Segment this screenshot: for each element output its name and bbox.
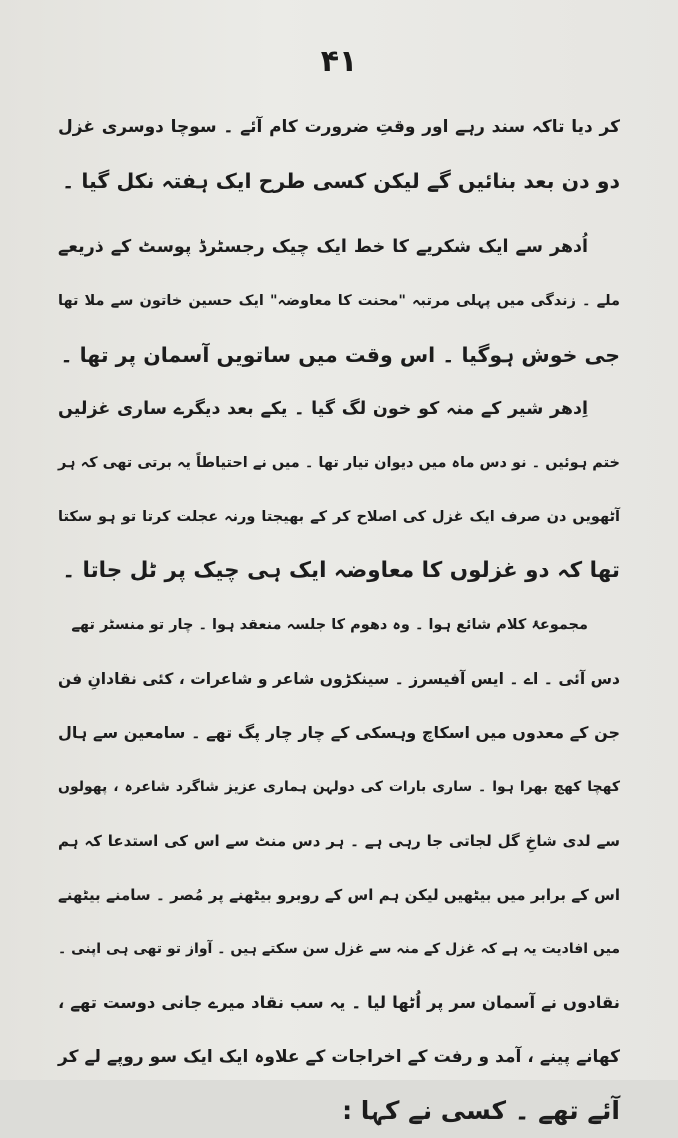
text-line: کر دیا تاکہ سند رہے اور وقتِ ضرورت کام آئے ۔ سوچا دوسری غزل <box>58 117 620 137</box>
page-number: ۴۱ <box>320 44 358 79</box>
text-line: آٹھویں دن صرف ایک غزل کی اصلاح کر کے بھیجتا ورنہ عجلت کرتا تو ہو سکتا <box>58 509 620 525</box>
text-line: مجموعۂ کلام شائع ہوا ۔ وہ دھوم کا جلسہ منعقد ہوا ۔ چار تو منسٹر تھے <box>71 617 588 633</box>
text-line: کھانے پینے ، آمد و رفت کے اخراجات کے علاوہ ایک ایک سو روپے لے کر <box>58 1047 620 1067</box>
text-line: میں افادیت یہ ہے کہ غزل کے منہ سے غزل سن سکتے ہیں ۔ آواز تو تھی ہی اپنی ۔ <box>58 941 620 957</box>
text-line: اِدھر شیر کے منہ کو خون لگ گیا ۔ یکے بعد دیگرے ساری غزلیں <box>58 399 588 419</box>
text-line: جن کے معدوں میں اسکاچ وہسکی کے چار چار پگ تھے ۔ سامعین سے ہال <box>58 723 620 742</box>
body-text <box>58 100 620 1138</box>
text-line: کھچا کھچ بھرا ہوا ۔ ساری بارات کی دولہن ہماری عزیز شاگرد شاعرہ ، پھولوں <box>58 779 620 795</box>
text-line: اُدھر سے ایک شکریے کا خط ایک چیک رجسٹرڈ پوسٹ کے ذریعے <box>58 237 588 257</box>
text-line: نقادوں نے آسمان سر پر اُٹھا لیا ۔ یہ سب نقاد میرے جانی دوست تھے ، <box>58 993 620 1012</box>
text-line: اس کے برابر میں بیٹھیں لیکن ہم اس کے روبرو بیٹھنے پر مُصر ۔ سامنے بیٹھنے <box>58 886 620 904</box>
text-line: تھا کہ دو غزلوں کا معاوضہ ایک ہی چیک پر ٹل جاتا ۔ <box>62 558 620 583</box>
text-line: ملے ۔ زندگی میں پہلی مرتبہ "محنت کا معاوضہ" ایک حسین خاتون سے ملا تھا <box>58 293 620 309</box>
text-line: دو دن بعد بنائیں گے لیکن کسی طرح ایک ہفتہ نکل گیا ۔ <box>62 169 620 193</box>
text-line: ختم ہوئیں ۔ نو دس ماہ میں دیوان تیار تھا ۔ میں نے احتیاطاً یہ برتی تھی کہ ہر <box>58 455 620 471</box>
text-line: دس آئی ۔ اے ۔ ایس آفیسرز ۔ سینکڑوں شاعر و شاعرات ، کئی نقادانِ فن <box>58 670 620 688</box>
text-line: سے لدی شاخِ گل لجاتی جا رہی ہے ۔ ہر دس منٹ سے اس کی استدعا کہ ہم <box>58 832 620 850</box>
text-line: آئے تھے ۔ کسی نے کہا : <box>342 1096 620 1125</box>
text-line: جی خوش ہوگیا ۔ اس وقت میں ساتویں آسمان پر تھا ۔ <box>60 343 620 367</box>
